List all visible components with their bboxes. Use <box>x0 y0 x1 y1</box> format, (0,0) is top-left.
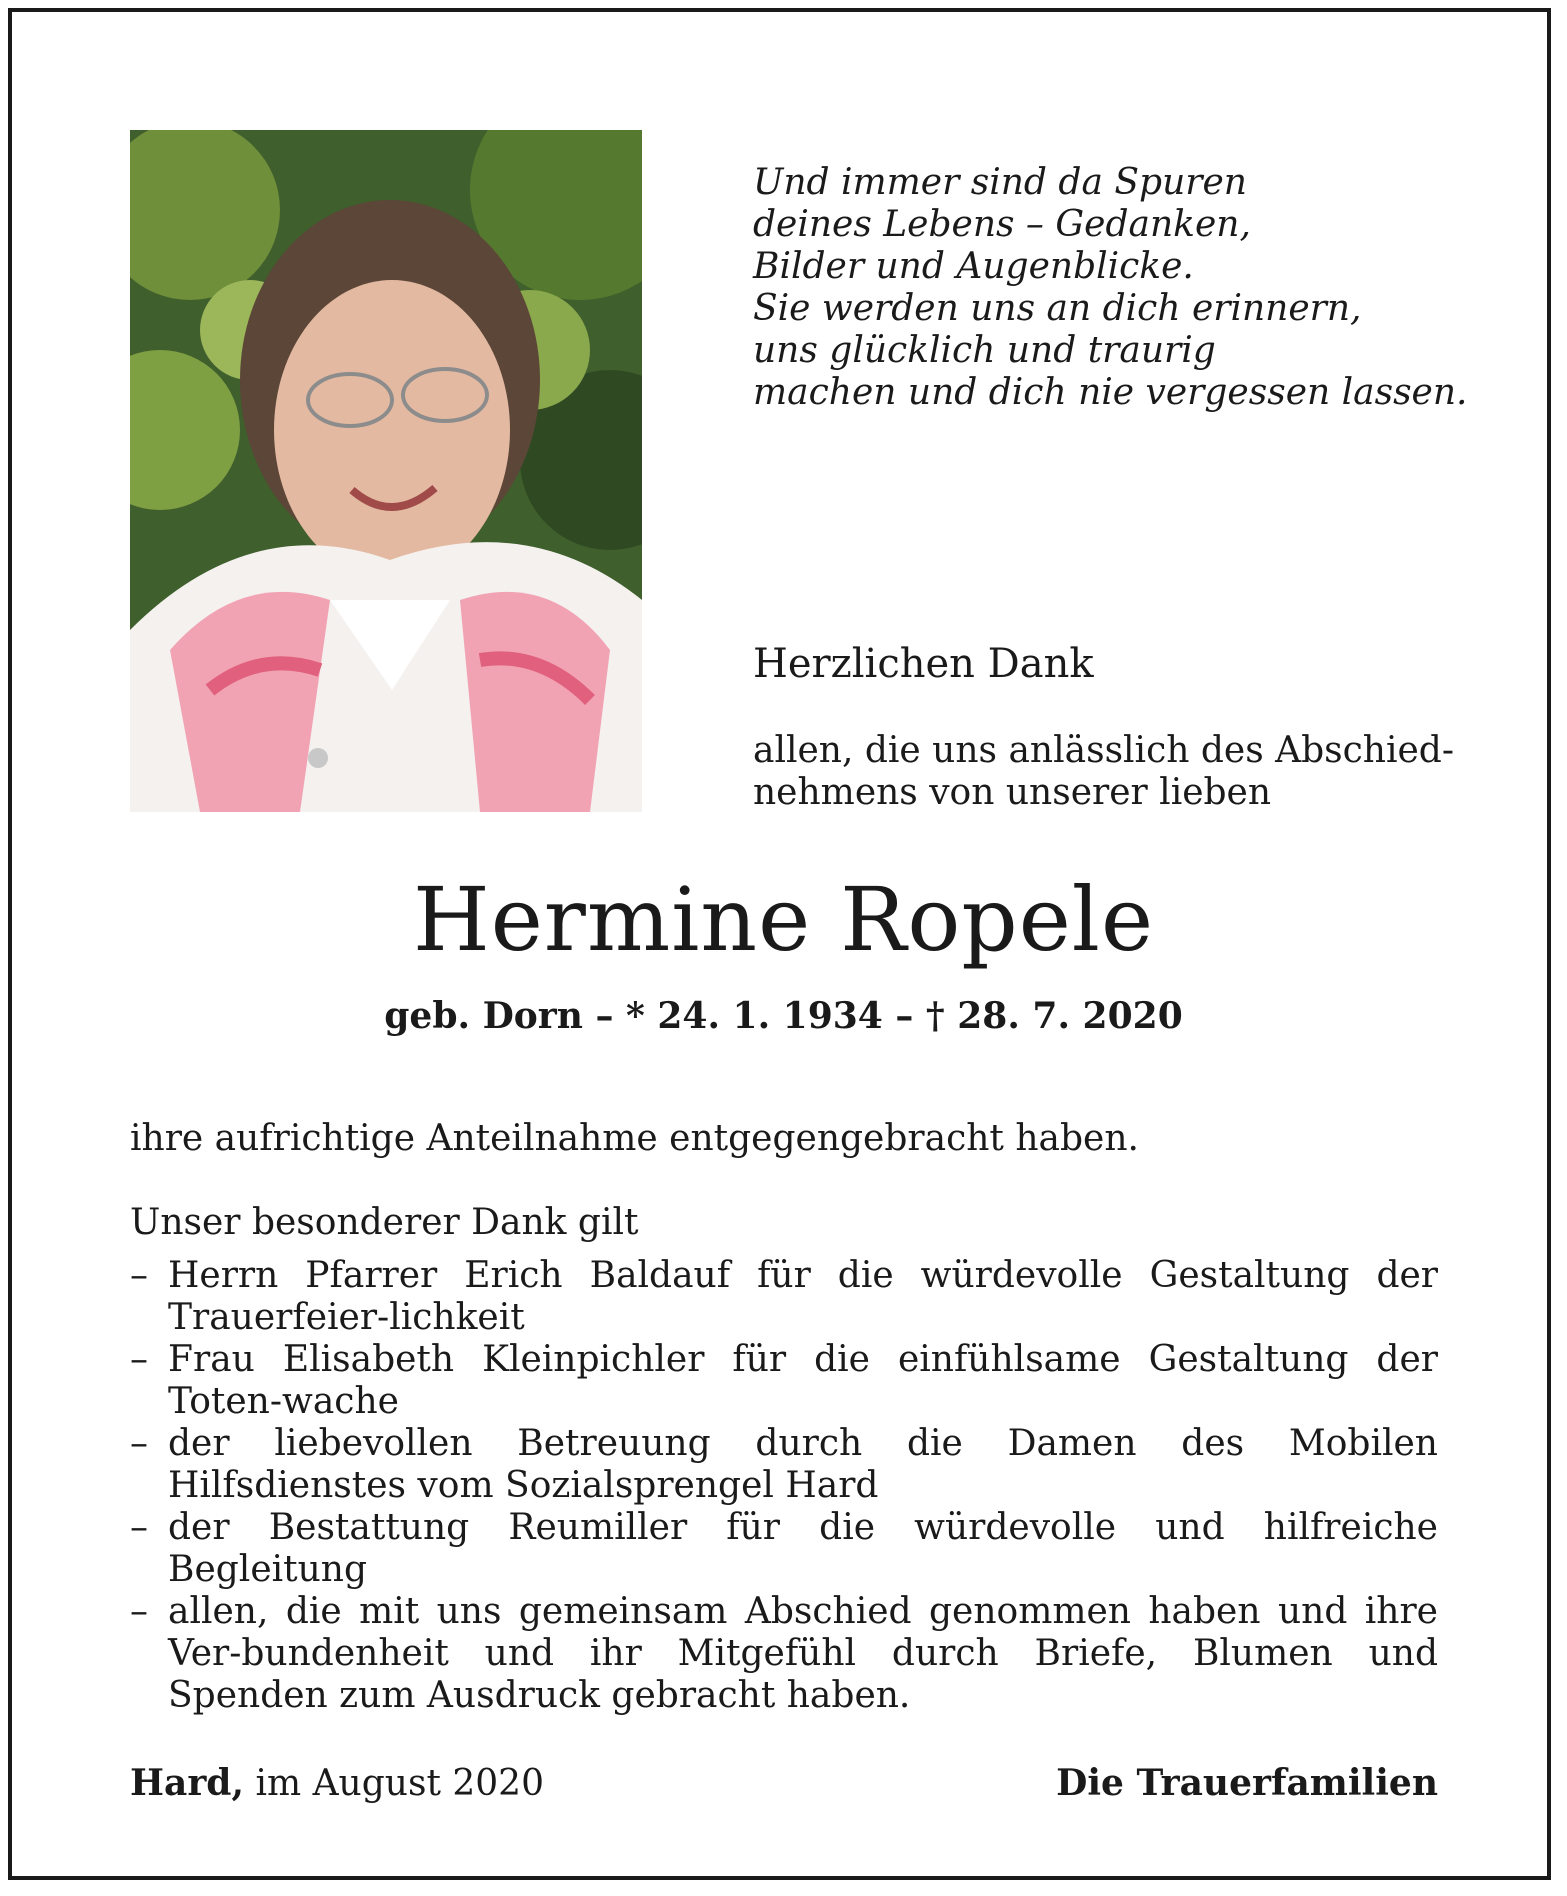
list-item <box>130 1255 1438 1339</box>
list-dash: – <box>130 1507 148 1548</box>
portrait-photo <box>130 130 642 812</box>
list-item <box>130 1339 1438 1423</box>
list-dash: – <box>130 1591 148 1632</box>
intro-text <box>753 730 1455 814</box>
thanks-list <box>130 1255 1438 1717</box>
list-item <box>130 1591 1438 1717</box>
poem-line: Und immer sind da Spuren <box>753 162 1247 203</box>
poem-line: deines Lebens – Gedanken, <box>753 204 1251 245</box>
list-item-text: Frau Elisabeth Kleinpichler für die einfühlsame Gestaltung der Toten-wache <box>168 1339 1438 1422</box>
place: Hard, <box>130 1762 245 1804</box>
poem-line: Bilder und Augenblicke. <box>753 246 1194 287</box>
life-dates: geb. Dorn – * 24. 1. 1934 – † 28. 7. 2020 <box>384 995 1183 1037</box>
poem <box>753 162 1468 414</box>
poem-line: machen und dich nie vergessen lassen. <box>753 372 1468 413</box>
sympathy-text: ihre aufrichtige Anteilnahme entgegengebracht haben. <box>130 1118 1139 1159</box>
list-item-text: allen, die mit uns gemeinsam Abschied genommen haben und ihre Ver-bundenheit und ihr Mitgefühl durch Briefe, Blumen und Spenden zum Ausdruck gebracht haben. <box>168 1591 1438 1716</box>
poem-line: uns glücklich und traurig <box>753 330 1216 371</box>
date: im August 2020 <box>255 1763 544 1804</box>
list-dash: – <box>130 1255 148 1296</box>
list-item-text: der liebevollen Betreuung durch die Damen des Mobilen Hilfsdienstes vom Sozialsprengel Hard <box>168 1423 1438 1506</box>
place-date <box>130 1762 544 1804</box>
intro-line: nehmens von unserer lieben <box>753 772 1272 813</box>
list-item-text: der Bestattung Reumiller für die würdevolle und hilfreiche Begleitung <box>168 1507 1438 1590</box>
thanks-heading: Herzlichen Dank <box>753 641 1094 687</box>
list-dash: – <box>130 1339 148 1380</box>
deceased-name: Hermine Ropele <box>412 868 1155 971</box>
list-item <box>130 1423 1438 1507</box>
list-dash: – <box>130 1423 148 1464</box>
intro-line: allen, die uns anlässlich des Abschied- <box>753 730 1455 771</box>
signature: Die Trauerfamilien <box>1056 1762 1438 1804</box>
list-item-text: Herrn Pfarrer Erich Baldauf für die würdevolle Gestaltung der Trauerfeier-lichkeit <box>168 1255 1438 1338</box>
poem-line: Sie werden uns an dich erinnern, <box>753 288 1362 329</box>
list-item <box>130 1507 1438 1591</box>
thanks-intro: Unser besonderer Dank gilt <box>130 1202 639 1243</box>
